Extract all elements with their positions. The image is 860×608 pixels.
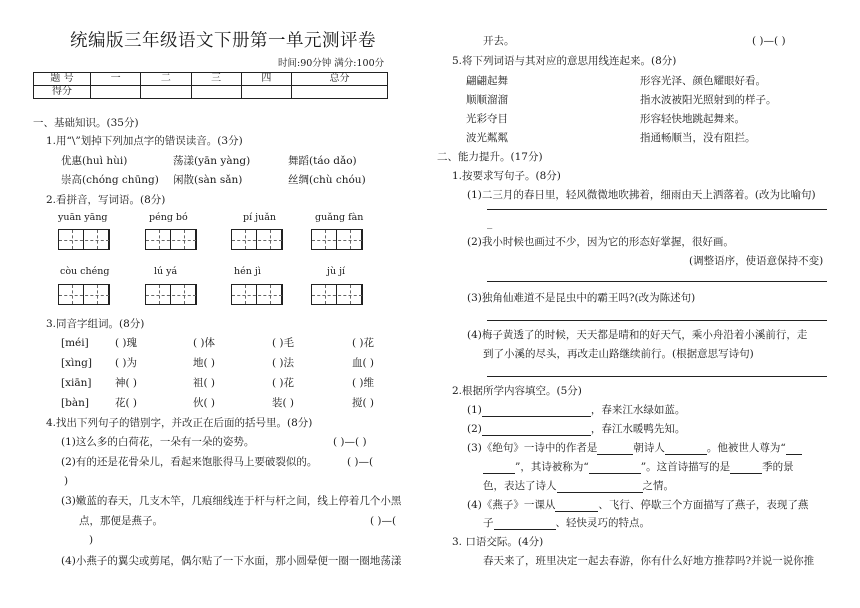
q1-item: 丝绸(chù chóu) [288, 174, 366, 186]
q5-prompt: 5.将下列词语与其对应的意思用线连起来。(8分) [452, 55, 677, 67]
p2-q1-sentence: 到了小溪的尽头，再改走山路继续前行。(根据意思写诗句) [483, 348, 754, 360]
answer-line[interactable] [487, 281, 827, 282]
p2-q2-line [467, 422, 685, 436]
p2-q2-line [467, 441, 802, 455]
score-header-cell: 三 [191, 73, 241, 86]
q1-item: 荡漾(yān yàng) [173, 155, 251, 167]
score-row-label: 得分 [34, 86, 91, 99]
tianzige-box[interactable] [231, 284, 283, 305]
fill-blank[interactable] [589, 462, 641, 474]
part2-heading: 二、能力提升。(17分) [437, 151, 543, 163]
q3-prompt: 3.同音字组词。(8分) [46, 318, 145, 330]
p2-q1-prompt: 1.按要求写句子。(8分) [452, 170, 561, 182]
q3-row-label: [bàn] [61, 397, 89, 409]
fill-blank[interactable] [482, 405, 591, 417]
fill-label: (2) [467, 423, 482, 435]
tianzige-box[interactable] [58, 229, 110, 250]
q2-pinyin: yuān yāng [58, 212, 108, 223]
p2-q3-prompt: 3. 口语交际。(4分) [452, 536, 544, 548]
fill-blank[interactable] [786, 443, 802, 455]
fill-text: 之情。 [642, 480, 674, 492]
q4-answer-blank[interactable]: ( )—( [370, 515, 397, 527]
fill-text: 朝诗人 [633, 442, 665, 454]
fill-text: 季的景 [762, 461, 794, 473]
q4-continuation: 开去。 [483, 35, 515, 47]
q2-pinyin: lú yá [154, 266, 178, 277]
score-header-cell: 一 [91, 73, 141, 86]
q2-pinyin: hén jì [234, 266, 261, 277]
q3-row-label: [méi] [61, 337, 89, 349]
q4-sentence: (1)这么多的白荷花，一朵有一朵的姿势。 [61, 436, 255, 448]
p2-q1-sentence: (4)梅子黄透了的时候，天天都是晴和的好天气，乘小舟沿着小溪前行，走 [467, 329, 808, 341]
score-cell[interactable] [141, 86, 191, 99]
fill-blank[interactable] [494, 518, 556, 530]
fill-blank[interactable] [557, 481, 643, 493]
q5-meaning[interactable]: 形容轻快地跳起舞来。 [640, 113, 745, 125]
q5-meaning[interactable]: 指水波被阳光照射到的样子。 [640, 94, 777, 106]
q3-item: 搅( ) [352, 397, 375, 409]
q5-word[interactable]: 顺顺溜溜 [466, 94, 508, 106]
q5-word[interactable]: 翩翩起舞 [466, 75, 508, 87]
score-cell[interactable] [91, 86, 141, 99]
fill-text: 子 [483, 517, 494, 529]
q4-answer-blank[interactable]: ( )—( ) [752, 35, 786, 47]
part1-heading: 一、基础知识。(35分) [33, 117, 139, 129]
tianzige-box[interactable] [231, 229, 283, 250]
fill-text: (3)《绝句》一诗中的作者是 [467, 442, 598, 454]
q2-prompt: 2.看拼音，写词语。(8分) [46, 194, 166, 206]
q2-pinyin: guǎng fàn [315, 212, 364, 223]
q3-item: 装( ) [272, 397, 295, 409]
q4-sentence: (3)嫩蓝的春天，几支木竿，几痕细线连于杆与杆之间，线上停着几个小黑 [61, 495, 402, 507]
q3-item: 血( ) [352, 357, 375, 369]
q4-sentence: (2)有的还是花骨朵儿，看起来饱胀得马上要破裂似的。 [61, 456, 318, 468]
q3-item: ( )瑰 [115, 337, 138, 349]
q1-item: 优惠(huì hùi) [61, 155, 128, 167]
answer-line[interactable] [487, 320, 827, 321]
q2-pinyin: jù jí [327, 266, 346, 277]
q4-sentence: 点，那便是燕子。 [79, 515, 163, 527]
q4-answer-end: ) [89, 534, 94, 546]
answer-line-mark: _ [487, 217, 493, 229]
q3-item: 祖( ) [193, 377, 216, 389]
fill-text: ，春江水暖鸭先知。 [590, 423, 686, 435]
q3-item: 神( ) [115, 377, 138, 389]
p2-q1-requirement: (调整语序，使语意保持不变) [689, 255, 824, 267]
p2-q2-line [483, 516, 650, 530]
fill-text: 、轻快灵巧的特点。 [555, 517, 650, 529]
fill-text: ”，其诗被称为“ [515, 461, 589, 473]
q2-pinyin: pí juǎn [243, 212, 276, 223]
q3-item: ( )毛 [272, 337, 295, 349]
q5-word[interactable]: 光彩夺目 [466, 113, 508, 125]
tianzige-box[interactable] [58, 284, 110, 305]
p2-q2-prompt: 2.根据所学内容填空。(5分) [452, 385, 582, 397]
fill-text: 。他被世人尊为“ [706, 442, 786, 454]
score-header-cell: 四 [241, 73, 291, 86]
q1-item: 崇高(chóng chūng) [61, 174, 159, 186]
q4-answer-blank[interactable]: ( )—( ) [333, 436, 367, 448]
q2-pinyin: còu chéng [60, 266, 110, 277]
exam-info: 时间:90分钟 满分:100分 [278, 58, 385, 69]
fill-text: ，春来江水绿如蓝。 [590, 404, 686, 416]
q4-answer-blank[interactable]: ( )—( [347, 456, 374, 468]
q3-row-label: [xiān] [61, 377, 92, 389]
q1-item: 闲散(sàn sǎn) [173, 174, 243, 186]
q1-item: 舞蹈(táo dǎo) [288, 155, 357, 167]
q3-item: ( )维 [352, 377, 375, 389]
tianzige-box[interactable] [145, 229, 197, 250]
q5-meaning[interactable]: 形容光泽、颜色耀眼好看。 [640, 75, 766, 87]
p2-q2-line [467, 403, 685, 417]
q3-item: 花( ) [115, 397, 138, 409]
score-header-cell: 二 [141, 73, 191, 86]
page-title: 统编版三年级语文下册第一单元测评卷 [70, 31, 376, 51]
score-cell[interactable] [292, 86, 388, 99]
q1-prompt: 1.用“\”划掉下列加点字的错误读音。(3分) [46, 135, 243, 147]
fill-blank[interactable] [555, 500, 598, 512]
score-header-cell: 总分 [292, 73, 388, 86]
fill-text: 色，表达了诗人 [483, 480, 557, 492]
p2-q1-sentence: (2)我小时候也画过不少，因为它的形态好掌握，很好画。 [467, 236, 734, 248]
score-header-cell: 题 号 [34, 73, 91, 86]
tianzige-box[interactable] [311, 284, 363, 305]
fill-blank[interactable] [665, 443, 707, 455]
q3-item: ( )花 [352, 337, 375, 349]
score-cell[interactable] [241, 86, 291, 99]
p2-q1-sentence: (3)独角仙难道不是昆虫中的霸王吗?(改为陈述句) [467, 292, 696, 304]
fill-blank[interactable] [730, 462, 762, 474]
q5-meaning[interactable]: 指通畅顺当，没有阻拦。 [640, 132, 756, 144]
score-cell[interactable] [191, 86, 241, 99]
fill-label: (1) [467, 404, 482, 416]
fill-blank[interactable] [597, 443, 633, 455]
fill-text: ”。这首诗描写的是 [640, 461, 731, 473]
p2-q1-sentence: (1)二三月的春日里，轻风微微地吹拂着，细雨由天上洒落着。(改为比喻句) [467, 189, 816, 201]
q3-item: 地( ) [193, 357, 216, 369]
score-table [33, 72, 388, 99]
q4-answer-end: ) [64, 475, 69, 487]
tianzige-box[interactable] [145, 284, 197, 305]
q2-pinyin: péng bó [149, 212, 188, 223]
q3-item: 伙( ) [193, 397, 216, 409]
q5-word[interactable]: 波光粼粼 [466, 132, 508, 144]
fill-text: (4)《燕子》一课从 [467, 499, 556, 511]
fill-text: 、飞行、停歇三个方面描写了燕子，表现了燕 [598, 499, 809, 511]
fill-blank[interactable] [483, 462, 515, 474]
fill-blank[interactable] [482, 424, 591, 436]
answer-line[interactable] [487, 209, 827, 210]
p2-q2-line [483, 460, 794, 474]
q3-item: ( )体 [193, 337, 216, 349]
q3-item: ( )法 [272, 357, 295, 369]
p2-q2-line [467, 498, 808, 512]
q3-item: ( )为 [115, 357, 138, 369]
q4-sentence: (4)小燕子的翼尖或剪尾，偶尔贴了一下水面，那小圆晕便一圈一圈地荡漾 [61, 555, 402, 567]
p2-q2-line [483, 479, 674, 493]
score-table-header-row [34, 73, 388, 86]
q4-prompt: 4.找出下列句子的错别字，并改正在后面的括号里。(8分) [46, 417, 313, 429]
score-table-row [34, 86, 388, 99]
q3-item: ( )花 [272, 377, 295, 389]
tianzige-box[interactable] [311, 229, 363, 250]
p2-q3-text: 春天来了，班里决定一起去春游，你有什么好地方推荐吗?并说一说你推 [483, 555, 815, 567]
q3-row-label: [xìng] [61, 357, 92, 369]
answer-line[interactable] [487, 376, 827, 377]
